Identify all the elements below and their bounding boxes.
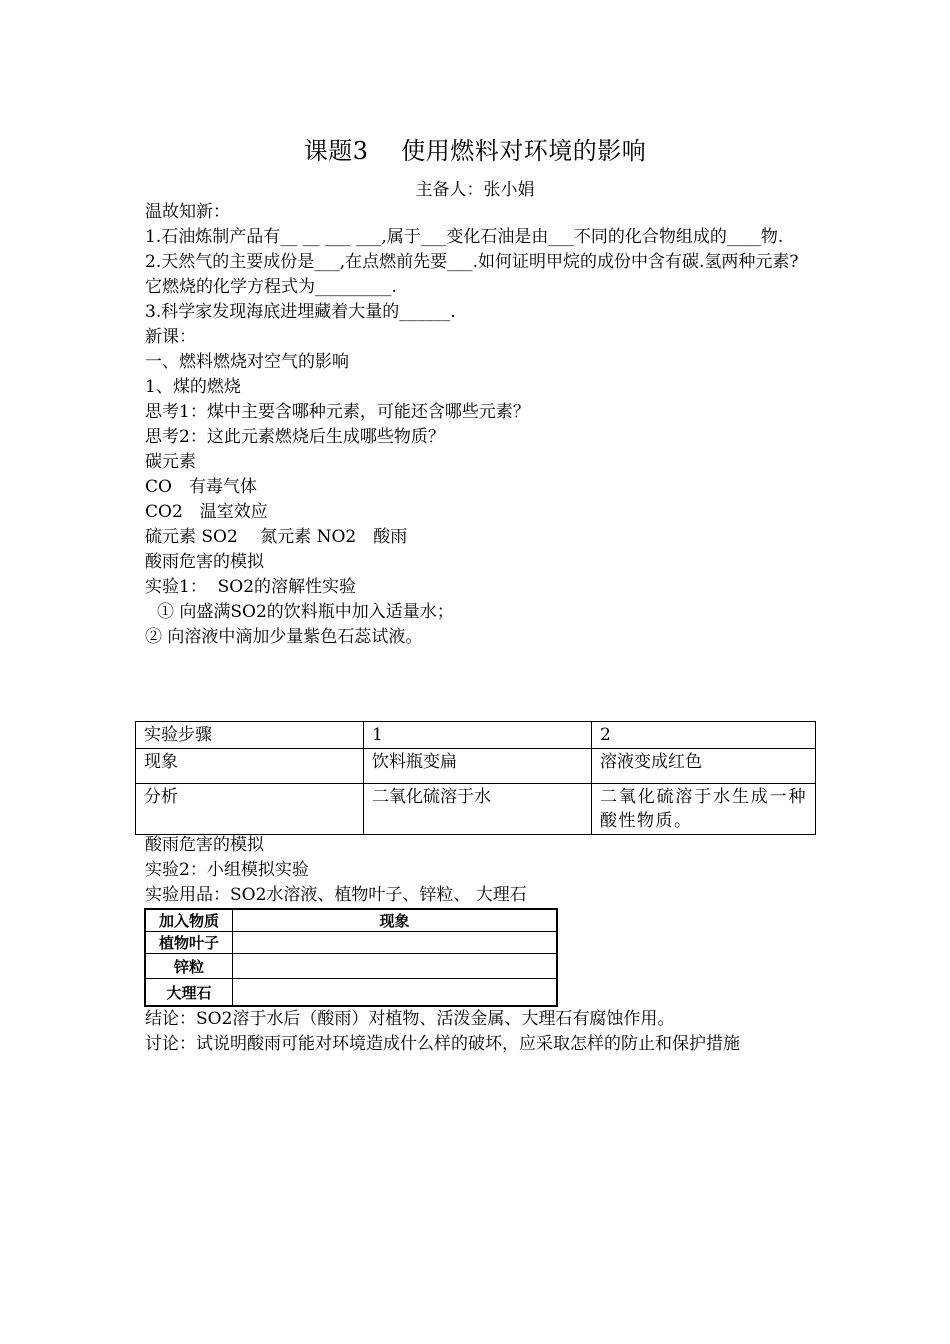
author-line: 主备人：张小娟 <box>415 180 535 200</box>
text-line: 碳元素 <box>145 452 196 472</box>
text-line: 思考1：煤中主要含哪种元素，可能还含哪些元素？ <box>145 402 530 422</box>
table-header-cell: 2 <box>592 722 816 749</box>
text-line: 酸雨危害的模拟 <box>145 835 264 855</box>
table-header-cell: 加入物质 <box>145 909 233 932</box>
text-line: CO2 温室效应 <box>145 502 268 522</box>
text-line: 实验用品：SO2水溶液、植物叶子、锌粒、 大理石 <box>145 885 527 905</box>
question-line: 3.科学家发现海底进埋藏着大量的______. <box>145 302 456 322</box>
table-cell: 二氧化硫溶于水 <box>364 784 592 835</box>
page-title: 课题3 使用燃料对环境的影响 <box>303 137 647 165</box>
table-cell <box>233 979 558 1007</box>
text-line: 实验2：小组模拟实验 <box>145 860 309 880</box>
text-line: 酸雨危害的模拟 <box>145 552 264 572</box>
discussion-line: 讨论：试说明酸雨可能对环境造成什么样的破坏，应采取怎样的防止和保护措施 <box>145 1034 740 1054</box>
table-cell: 现象 <box>136 749 364 784</box>
subsection-heading: 1、煤的燃烧 <box>145 377 241 397</box>
experiment2-table <box>144 908 558 1007</box>
text-line: 实验1： SO2的溶解性实验 <box>145 577 357 597</box>
table-cell: 锌粒 <box>145 954 233 979</box>
table-cell <box>233 954 558 979</box>
step-line: ② 向溶液中滴加少量紫色石蕊试液。 <box>145 627 423 647</box>
conclusion-block <box>145 1007 825 1057</box>
text-line: 硫元素 SO2 氮元素 NO2 酸雨 <box>145 527 408 547</box>
table-header-cell: 现象 <box>233 909 558 932</box>
question-line: 它燃烧的化学方程式为_________. <box>145 277 397 297</box>
table-cell: 二氧化硫溶于水生成一种酸性物质。 <box>592 784 816 835</box>
question-line: 1.石油炼制产品有__ __ ___ ___,属于___变化石油是由___不同的化合物组成的____物. <box>145 227 784 247</box>
section-heading: 新课： <box>145 327 196 347</box>
step-line: ① 向盛满SO2的饮料瓶中加入适量水； <box>157 602 454 622</box>
table-cell <box>233 932 558 954</box>
table-cell: 饮料瓶变扁 <box>364 749 592 784</box>
conclusion-line: 结论：SO2溶于水后（酸雨）对植物、活泼金属、大理石有腐蚀作用。 <box>145 1009 675 1029</box>
table-header-cell: 1 <box>364 722 592 749</box>
table-cell: 大理石 <box>145 979 233 1007</box>
section-heading: 温故知新： <box>145 202 230 222</box>
lesson-body <box>145 200 815 650</box>
experiment2-intro <box>145 833 815 908</box>
section-heading: 一、燃料燃烧对空气的影响 <box>145 352 349 372</box>
experiment1-table <box>135 721 816 835</box>
table-header-cell: 实验步骤 <box>136 722 364 749</box>
table-cell: 溶液变成红色 <box>592 749 816 784</box>
table-cell: 分析 <box>136 784 364 835</box>
question-line: 2.天然气的主要成份是___,在点燃前先要___.如何证明甲烷的成份中含有碳.氢两种元素? <box>145 252 799 272</box>
text-line: CO 有毒气体 <box>145 477 257 497</box>
text-line: 思考2：这此元素燃烧后生成哪些物质？ <box>145 427 445 447</box>
table-cell: 植物叶子 <box>145 932 233 954</box>
